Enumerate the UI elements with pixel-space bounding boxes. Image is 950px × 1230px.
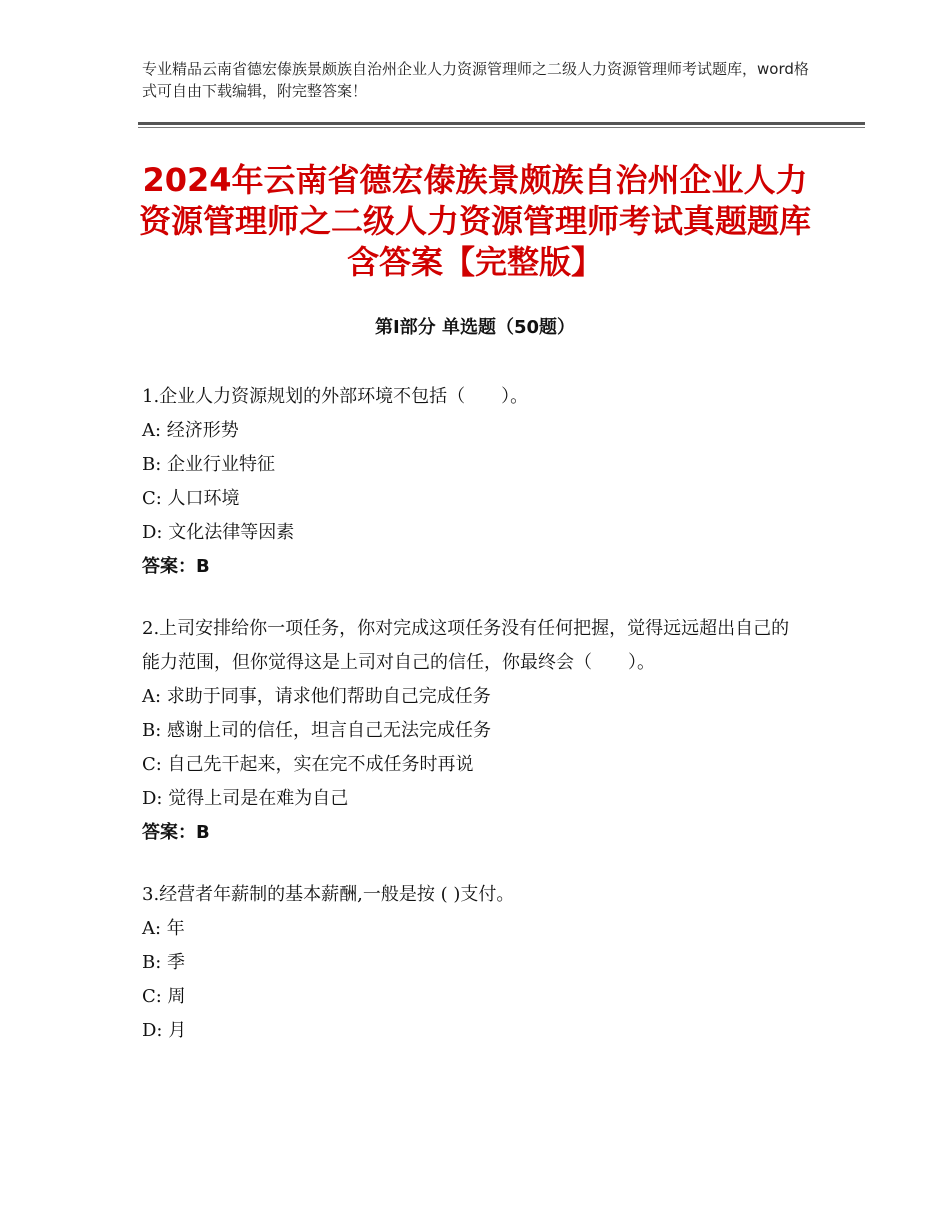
option-b: B: 感谢上司的信任，坦言自己无法完成任务: [142, 720, 492, 741]
option-c: C: 周: [142, 986, 186, 1007]
option-d: D: 月: [142, 1020, 187, 1041]
answer: 答案：B: [142, 822, 210, 843]
question-stem: 3.经营者年薪制的基本薪酬,一般是按 ( )支付。: [142, 884, 515, 905]
option-c: C: 自己先干起来，实在完不成任务时再说: [142, 754, 474, 775]
option-c: C: 人口环境: [142, 488, 240, 509]
section-title: 第Ⅰ部分 单选题（50题）: [374, 317, 575, 338]
option-b: B: 季: [142, 952, 186, 973]
document-title: 2024年云南省德宏傣族景颇族自治州企业人力资源管理师之二级人力资源管理师考试真题题库含答案【完整版】: [138, 161, 811, 281]
option-a: A: 经济形势: [142, 420, 239, 441]
header-note: 专业精品云南省德宏傣族景颇族自治州企业人力资源管理师之二级人力资源管理师考试题库，word格式可自由下载编辑，附完整答案！: [142, 60, 809, 100]
header-divider-thin: [138, 127, 865, 128]
question-2: [142, 612, 802, 850]
option-d: D: 文化法律等因素: [142, 522, 295, 543]
option-d: D: 觉得上司是在难为自己: [142, 788, 349, 809]
question-stem: 1.企业人力资源规划的外部环境不包括（ ）。: [142, 386, 529, 407]
question-1: [142, 380, 802, 584]
header-divider: [138, 122, 865, 125]
question-list: [142, 380, 802, 1076]
question-3: [142, 878, 802, 1048]
option-b: B: 企业行业特征: [142, 454, 276, 475]
option-a: A: 求助于同事，请求他们帮助自己完成任务: [142, 686, 491, 707]
answer: 答案：B: [142, 556, 210, 577]
option-a: A: 年: [142, 918, 185, 939]
question-stem: 2.上司安排给你一项任务，你对完成这项任务没有任何把握，觉得远远超出自己的能力范围，但你觉得这是上司对自己的信任，你最终会（ ）。: [142, 618, 790, 673]
